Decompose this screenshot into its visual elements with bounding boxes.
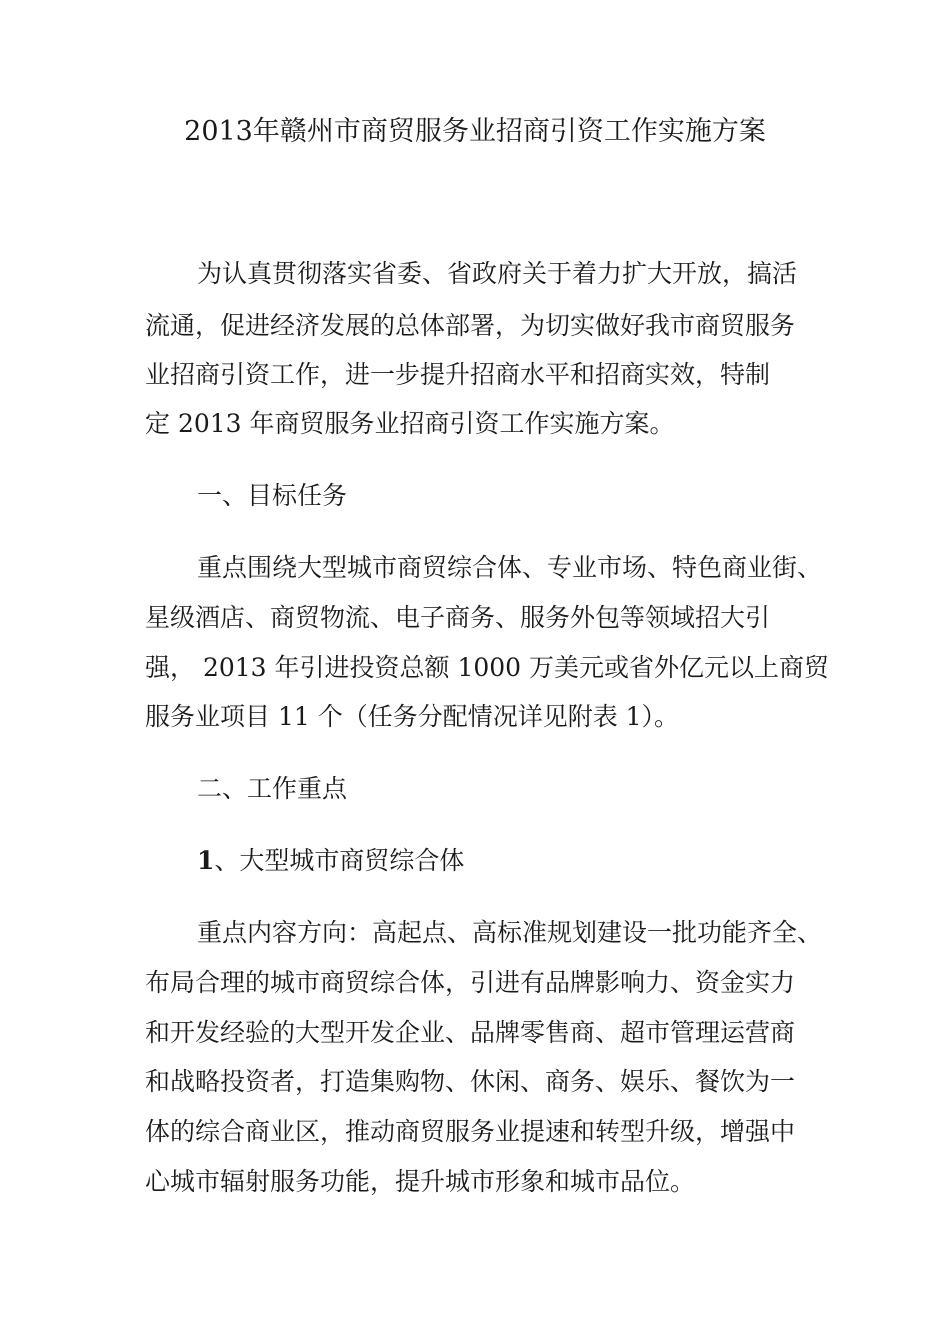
complex-line-6: 心城市辐射服务功能，提升城市形象和城市品位。 xyxy=(145,1167,696,1196)
complex-line-4: 和战略投资者，打造集购物、休闲、商务、娱乐、餐饮为一 xyxy=(145,1067,796,1096)
subsection-number: 1 xyxy=(197,846,215,875)
intro-line-1: 为认真贯彻落实省委、省政府关于着力扩大开放，搞活 xyxy=(197,259,798,288)
targets-line-3: 强， 2013 年引进投资总额 1000 万美元或省外亿元以上商贸 xyxy=(145,653,830,682)
intro-line-4: 定 2013 年商贸服务业招商引资工作实施方案。 xyxy=(145,409,675,438)
complex-line-3: 和开发经验的大型开发企业、品牌零售商、超市管理运营商 xyxy=(145,1018,796,1047)
intro-line-2: 流通，促进经济发展的总体部署，为切实做好我市商贸服务 xyxy=(145,311,796,340)
targets-line-4: 服务业项目 11 个（任务分配情况详见附表 1）。 xyxy=(145,702,680,731)
intro-line-3: 业招商引资工作，进一步提升招商水平和招商实效，特制 xyxy=(145,360,771,389)
complex-line-5: 体的综合商业区，推动商贸服务业提速和转型升级，增强中 xyxy=(145,1117,796,1146)
complex-line-1: 重点内容方向：高起点、高标准规划建设一批功能齐全、 xyxy=(197,918,823,947)
targets-line-1: 重点围绕大型城市商贸综合体、专业市场、特色商业街、 xyxy=(197,553,823,582)
section-heading-focus: 二、工作重点 xyxy=(197,774,348,803)
complex-line-2: 布局合理的城市商贸综合体，引进有品牌影响力、资金实力 xyxy=(145,968,796,997)
subsection-title: 、大型城市商贸综合体 xyxy=(214,846,465,875)
document-title: 2013年赣州市商贸服务业招商引资工作实施方案 xyxy=(184,116,766,147)
targets-line-2: 星级酒店、商贸物流、电子商务、服务外包等领域招大引 xyxy=(145,603,771,632)
section-heading-targets: 一、目标任务 xyxy=(197,481,348,510)
subsection-heading-complex xyxy=(197,843,464,879)
